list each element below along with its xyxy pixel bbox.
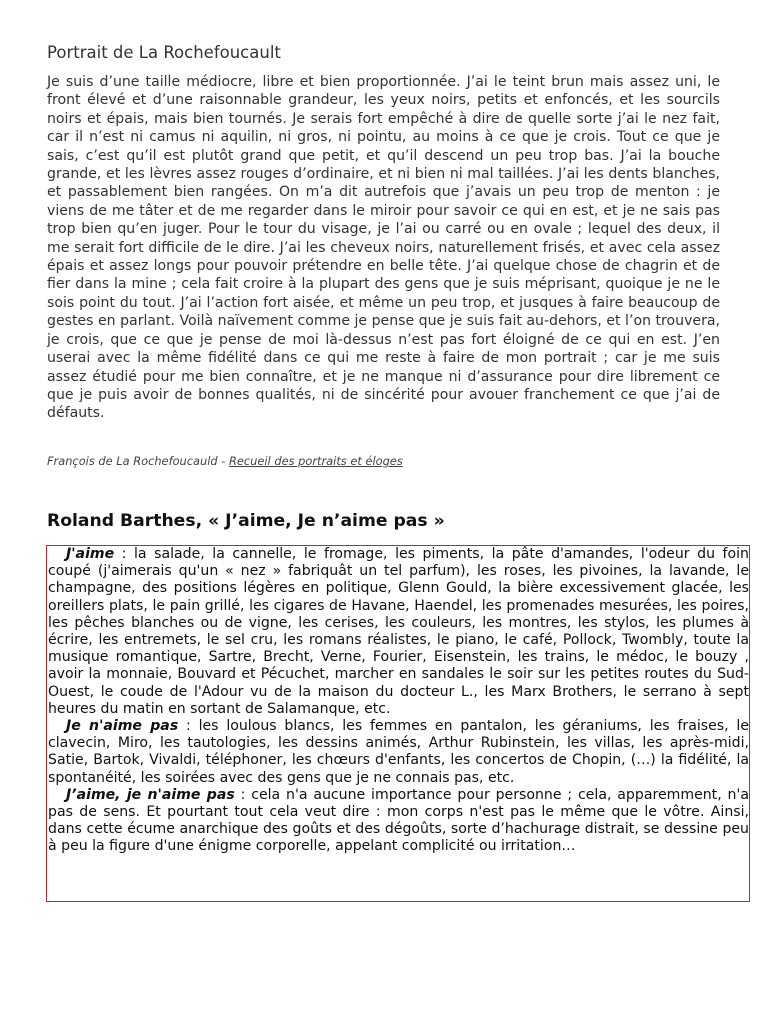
source-author: François de La Rochefoucauld - (47, 454, 229, 468)
quote-box (46, 545, 750, 902)
quote-paragraph-conclusion (48, 787, 749, 856)
source-link[interactable]: Recueil des portraits et éloges (228, 454, 403, 468)
quote-text: : les loulous blancs, les femmes en pantalon, les géraniums, les fraises, le clavecin, Miro, les tautologies, les dessins animés, Arthur Rubinstein, les villas, les après-midi, Satie, Bartok, Vivaldi, téléphoner, les chœurs d'enfants, les concertos de Chopin, (…) la fidélité, la spontanéité, les soirées avec des gens que je ne connais pas, etc. (48, 718, 749, 786)
quote-lead: J’aime, je n'aime pas (66, 786, 235, 803)
quote-text: : la salade, la cannelle, le fromage, les piments, la pâte d'amandes, l'odeur du foin coupé (j'aimerais qu'un « nez » fabriquât un tel parfum), les roses, les pivoines, la lavande, le champagne, des positions légères en politique, Glenn Gould, la bière excessivement glacée, les oreillers plats, le pain grillé, les cigares de Havane, Haendel, les promenades mesurées, les poires, les pêches blanches ou de vigne, les cerises, les couleurs, les montres, les stylos, les plumes à écrire, les entremets, le sel cru, les romans réalistes, le piano, le café, Pollock, Twombly, toute la musique romantique, Sartre, Brecht, Verne, Fourier, Eisenstein, les trains, le médoc, le bouzy , avoir la monnaie, Bouvard et Pécuchet, marcher en sandales le soir sur les petites routes du Sud-Ouest, le coude de l'Adour vu de la maison du docteur L., les Marx Brothers, le serrano à sept heures du matin en sortant de Salamanque, etc. (48, 546, 749, 717)
section-title-barthes: Roland Barthes, « J’aime, Je n’aime pas » (47, 511, 445, 531)
quote-paragraph-naime-pas (48, 718, 749, 787)
portrait-paragraph: Je suis d’une taille médiocre, libre et bien proportionnée. J’ai le teint brun mais assez uni, le front élevé et d’une raisonnable grandeur, les yeux noirs, petits et enfoncés, et les sourcils noirs et épais, mais bien tournés. Je serais fort empêché à dire de quelle sorte j’ai le nez fait, car il n’est ni camus ni aquilin, ni gros, ni pointu, au moins à ce que je crois. Tout ce que je sais, c’est qu’il est plutôt grand que petit, et qu’il descend un peu trop bas. J’ai la bouche grande, et les lèvres assez rouges d’ordinaire, et ni bien ni mal taillées. J’ai les dents blanches, et passablement bien rangées. On m’a dit autrefois que j’avais un peu trop de menton : je viens de me tâter et de me regarder dans le miroir pour savoir ce qui en est, et je ne sais pas trop bien qu’en juger. Pour le tour du visage, je l’ai ou carré ou en ovale ; lequel des deux, il me serait fort difficile de le dire. J’ai les cheveux noirs, naturellement frisés, et avec cela assez épais et assez longs pour pouvoir prétendre en belle tête. J’ai quelque chose de chagrin et de fier dans la mine ; cela fait croire à la plupart des gens que je suis méprisant, quoique je ne le sois point du tout. J’ai l’action fort aisée, et même un peu trop, et jusques à faire beaucoup de gestes en parlant. Voilà naïvement comme je pense que je suis fait au-dehors, et l’on trouvera, je crois, que ce que je pense de moi là-dessus n’est pas fort éloigné de ce qui en est. J’en userai avec la même fidélité dans ce qui me reste à faire de mon portrait ; car je me suis assez étudié pour me bien connaître, et je ne manque ni d’assurance pour dire librement ce que je puis avoir de bonnes qualités, ni de sincérité pour avouer franchement ce que j’ai de défauts. (47, 74, 720, 422)
source-citation (47, 454, 727, 469)
quote-lead: J'aime (66, 546, 115, 562)
section-title-portrait: Portrait de La Rochefoucault (47, 43, 281, 62)
quote-text: : cela n'a aucune importance pour personne ; cela, apparemment, n'a pas de sens. Et pourtant tout cela veut dire : mon corps n'est pas le même que le vôtre. Ainsi, dans cette écume anarchique des goûts et des dégoûts, sorte d’hachurage distrait, se dessine peu à peu la figure d'une énigme corporelle, appelant complicité ou irritation… (48, 786, 749, 855)
quote-lead: Je n'aime pas (66, 718, 179, 735)
quote-paragraph-aime (48, 546, 749, 718)
